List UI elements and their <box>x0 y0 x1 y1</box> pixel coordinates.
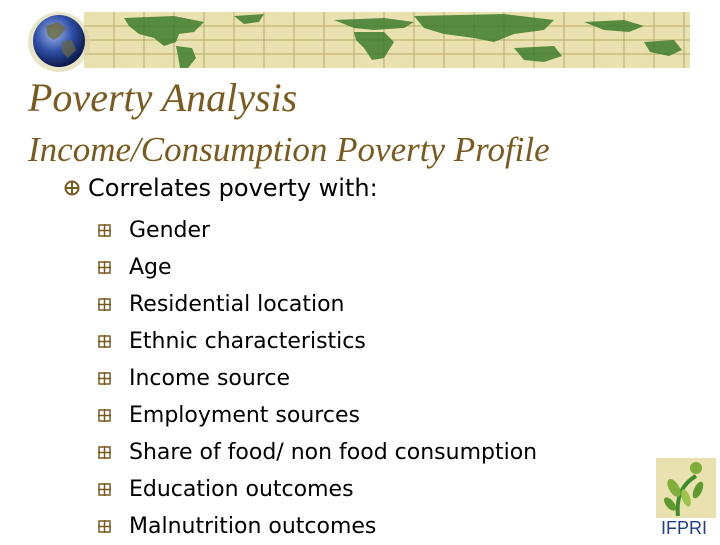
logo-text: IFPRI <box>661 518 708 538</box>
slide-title: Poverty Analysis <box>28 75 298 120</box>
sub-bullet-list <box>98 212 537 545</box>
list-item <box>98 397 537 434</box>
list-item <box>98 508 537 545</box>
list-item <box>98 360 537 397</box>
sub-bullet-icon <box>98 409 111 422</box>
globe-icon <box>20 8 98 74</box>
level1-bullet-item <box>64 174 378 202</box>
list-item <box>98 434 537 471</box>
sub-bullet-icon <box>98 261 111 274</box>
world-map-banner <box>84 12 690 68</box>
level1-text: Correlates poverty with: <box>88 174 378 202</box>
sub-bullet-icon <box>98 335 111 348</box>
sub-bullet-icon <box>98 372 111 385</box>
sub-bullet-icon <box>98 520 111 533</box>
sub-bullet-icon <box>98 298 111 311</box>
list-item-text: Age <box>129 255 172 280</box>
list-item-text: Education outcomes <box>129 477 354 502</box>
list-item <box>98 471 537 508</box>
list-item-text: Ethnic characteristics <box>129 329 366 354</box>
list-item-text: Residential location <box>129 292 345 317</box>
list-item-text: Income source <box>129 366 291 391</box>
bullet-marker-icon <box>64 180 80 196</box>
sub-bullet-icon <box>98 446 111 459</box>
list-item-text: Employment sources <box>129 403 360 428</box>
list-item <box>98 212 537 249</box>
list-item <box>98 286 537 323</box>
sub-bullet-icon <box>98 224 111 237</box>
list-item-text: Gender <box>129 218 211 243</box>
slide-subtitle: Income/Consumption Poverty Profile <box>28 130 550 169</box>
list-item <box>98 249 537 286</box>
world-map-icon <box>84 12 690 68</box>
list-item-text: Share of food/ non food consumption <box>129 440 538 465</box>
sub-bullet-icon <box>98 483 111 496</box>
list-item-text: Malnutrition outcomes <box>129 514 377 539</box>
list-item <box>98 323 537 360</box>
